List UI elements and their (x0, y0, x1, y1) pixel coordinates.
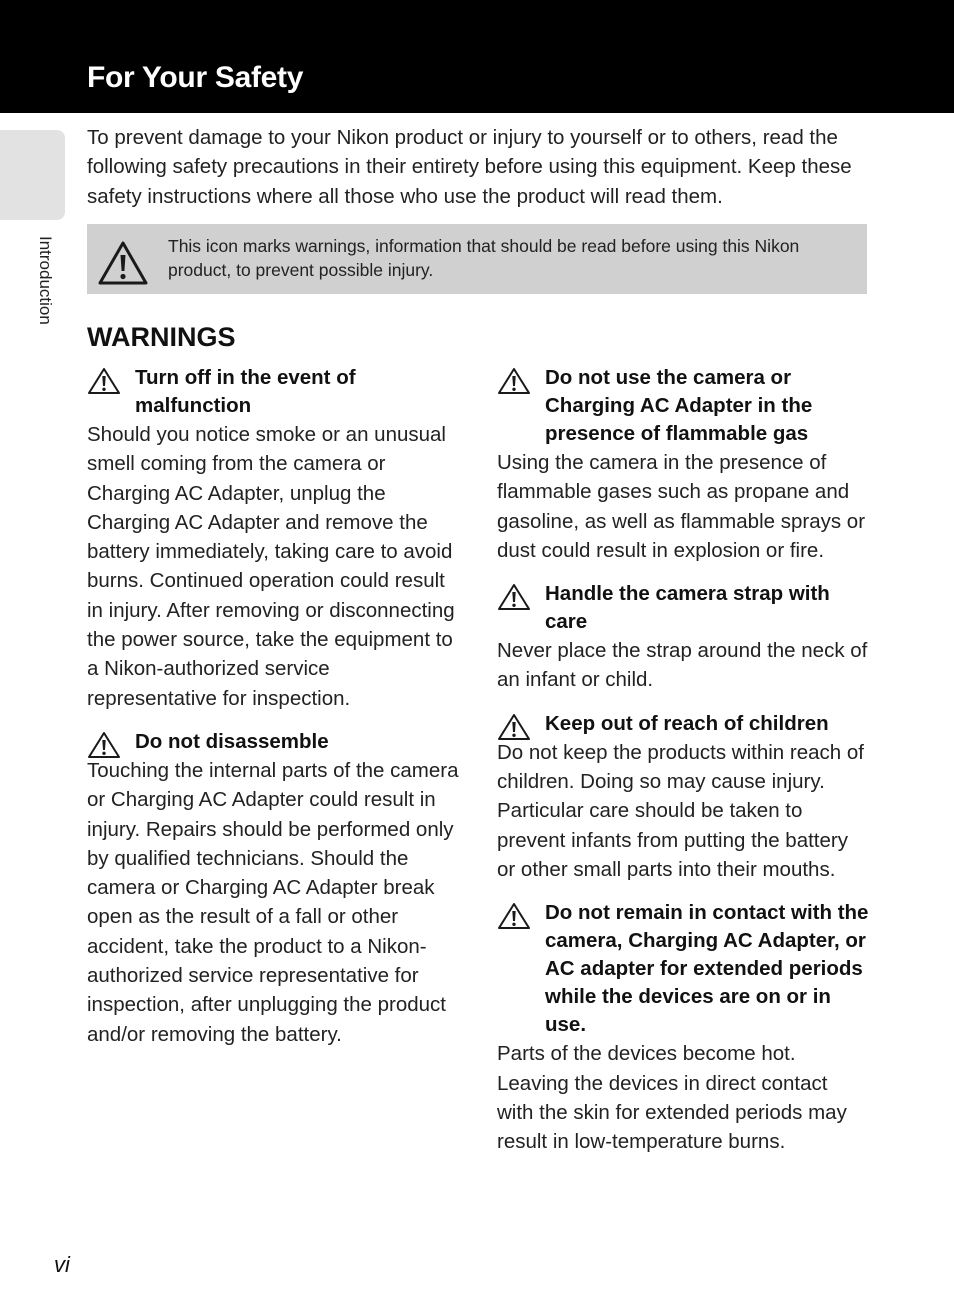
warnings-heading: WARNINGS (87, 322, 236, 352)
warning-triangle-icon (87, 367, 121, 395)
warning-triangle-icon (497, 713, 531, 741)
warning-note-box (87, 224, 867, 294)
page-number: vi (54, 1252, 70, 1277)
warnings-right-column (497, 364, 869, 1156)
warning-triangle-icon (497, 902, 531, 930)
warning-item-header (497, 580, 869, 636)
warning-item (87, 364, 459, 713)
header-bar (0, 0, 954, 113)
warning-item-body: Do not keep the products within reach of children. Doing so may cause injury. Particular care should be taken to prevent infants from putting the battery or other small parts into their mouths. (497, 740, 864, 881)
warning-item (497, 899, 869, 1156)
warning-item-header (497, 364, 869, 448)
warning-item-title: Do not remain in contact with the camera, Charging AC Adapter, or AC adapter for extended periods while the devices are on or in use. (545, 901, 869, 1037)
warning-item-title: Do not disassemble (135, 729, 329, 753)
warning-item-body: Never place the strap around the neck of an infant or child. (497, 639, 868, 692)
warning-item (497, 710, 869, 884)
intro-paragraph: To prevent damage to your Nikon product or injury to yourself or to others, read the following safety precautions in their entirety before using this equipment. Keep these safety instructions where all those who use the product will read them. (87, 126, 852, 208)
warning-item-title: Do not use the camera or Charging AC Adapter in the presence of flammable gas (545, 366, 813, 445)
warning-triangle-icon (497, 367, 531, 395)
section-tab-label: Introduction (36, 236, 55, 325)
warning-note-text: This icon marks warnings, information that should be read before using this Nikon product, to prevent possible injury. (168, 236, 800, 280)
warning-item-body: Using the camera in the presence of flammable gases such as propane and gasoline, as well as flammable sprays or dust could result in explosion or fire. (497, 451, 866, 562)
warning-item-header (87, 728, 459, 756)
warning-item-header (497, 710, 869, 738)
warning-item (87, 728, 459, 1049)
warnings-left-column (87, 364, 459, 1049)
section-tab (0, 130, 65, 220)
warning-item (497, 580, 869, 695)
warning-triangle-icon (97, 240, 149, 286)
warning-item-title: Keep out of reach of children (545, 711, 829, 735)
warning-item-body: Parts of the devices become hot. Leaving the devices in direct contact with the skin for extended periods may result in low-temperature burns. (497, 1042, 847, 1154)
warning-item (497, 364, 869, 565)
warning-item-body: Touching the internal parts of the camera or Charging AC Adapter could result in injury. Repairs should be performed only by qualified technicians. Should the camera or Charging AC Adapter break open as the result of a fall or other accident, take the product to a Nikon-authorized service representative for inspection, after unplugging the product and/or removing the battery. (87, 758, 459, 1046)
warning-item-header (87, 364, 459, 420)
warning-triangle-icon (497, 583, 531, 611)
warning-triangle-icon (87, 731, 121, 759)
warning-item-header (497, 899, 869, 1039)
warning-item-title: Turn off in the event of malfunction (135, 366, 356, 417)
warning-item-title: Handle the camera strap with care (545, 582, 830, 634)
warning-item-body: Should you notice smoke or an unusual smell coming from the camera or Charging AC Adapter, unplug the Charging AC Adapter and remove the battery immediately, taking care to avoid burns. Continued operation could result in injury. After removing or disconnecting the power source, take the equipment to a Nikon-authorized service representative for inspection. (87, 423, 455, 710)
page-title: For Your Safety (87, 61, 304, 94)
